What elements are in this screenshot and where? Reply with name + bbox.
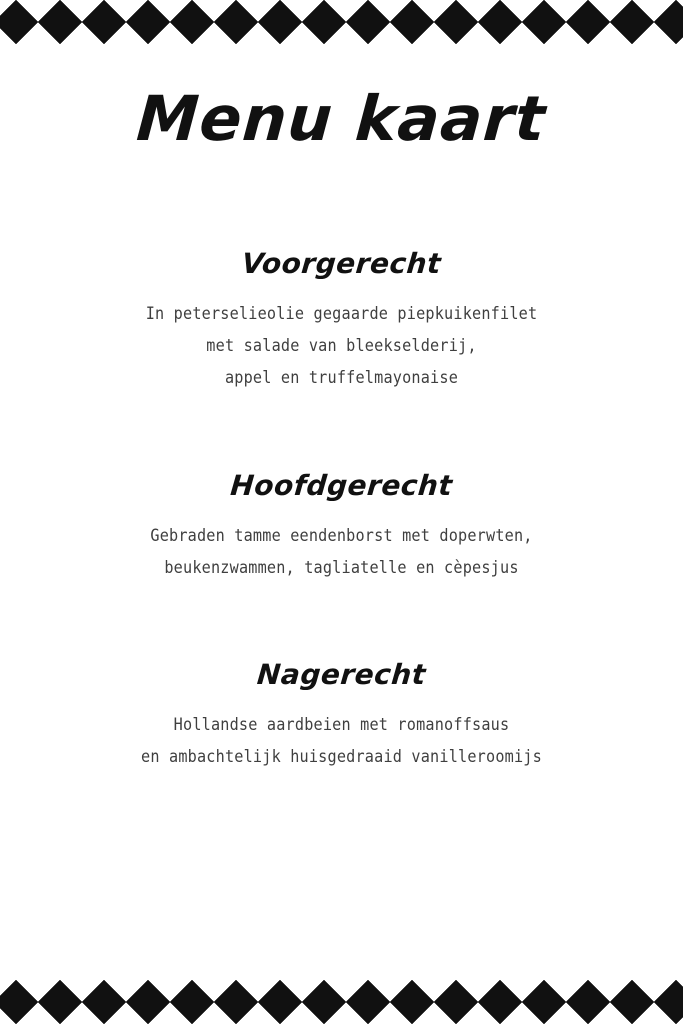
triangle-icon xyxy=(126,1002,170,1024)
triangle-icon xyxy=(214,22,258,44)
triangle-icon xyxy=(82,22,126,44)
course-line: en ambachtelijk huisgedraaid vanilleroomijs xyxy=(141,747,542,767)
triangle-icon xyxy=(346,0,390,22)
triangle-icon xyxy=(566,22,610,44)
triangle-icon xyxy=(522,0,566,22)
triangle-icon xyxy=(302,0,346,22)
course-line: met salade van bleekselderij, xyxy=(206,336,477,356)
triangle-icon xyxy=(214,1002,258,1024)
triangle-icon xyxy=(302,980,346,1002)
menu-content xyxy=(0,44,683,980)
triangle-icon xyxy=(522,22,566,44)
triangle-icon xyxy=(654,1002,683,1024)
triangle-icon xyxy=(390,0,434,22)
triangle-icon xyxy=(82,0,126,22)
triangle-icon xyxy=(214,980,258,1002)
triangle-icon xyxy=(390,1002,434,1024)
bottom-decorative-band xyxy=(0,980,683,1024)
triangle-icon xyxy=(522,1002,566,1024)
triangle-icon xyxy=(170,1002,214,1024)
course-section-nagerecht xyxy=(40,658,643,773)
triangle-icon xyxy=(654,0,683,22)
triangle-icon xyxy=(566,1002,610,1024)
triangle-icon xyxy=(610,22,654,44)
triangle-icon xyxy=(170,980,214,1002)
triangle-icon xyxy=(258,1002,302,1024)
triangle-icon xyxy=(126,22,170,44)
triangle-icon xyxy=(346,1002,390,1024)
triangle-icon xyxy=(654,22,683,44)
triangle-icon xyxy=(38,22,82,44)
triangle-row-top-lower xyxy=(0,22,683,44)
course-line: Gebraden tamme eendenborst met doperwten, xyxy=(150,525,533,545)
triangle-icon xyxy=(390,22,434,44)
triangle-row-bottom-lower xyxy=(0,1002,683,1024)
course-section-voorgerecht xyxy=(40,247,643,395)
course-title: Voorgerecht xyxy=(240,247,443,281)
top-decorative-band xyxy=(0,0,683,44)
triangle-icon xyxy=(0,0,38,22)
triangle-row-bottom-upper xyxy=(0,980,683,1002)
triangle-icon xyxy=(434,980,478,1002)
triangle-icon xyxy=(522,980,566,1002)
triangle-icon xyxy=(126,0,170,22)
course-line: beukenzwammen, tagliatelle en cèpesjus xyxy=(164,557,519,577)
triangle-icon xyxy=(346,22,390,44)
course-description xyxy=(40,709,643,773)
triangle-icon xyxy=(566,980,610,1002)
triangle-icon xyxy=(170,0,214,22)
triangle-icon xyxy=(302,22,346,44)
triangle-icon xyxy=(610,980,654,1002)
triangle-icon xyxy=(654,980,683,1002)
course-title: Hoofdgerecht xyxy=(229,468,454,502)
triangle-icon xyxy=(566,0,610,22)
course-line: appel en truffelmayonaise xyxy=(224,368,459,388)
triangle-icon xyxy=(610,0,654,22)
triangle-icon xyxy=(434,22,478,44)
triangle-icon xyxy=(82,980,126,1002)
page-title: Menu kaart xyxy=(134,82,549,155)
triangle-icon xyxy=(478,0,522,22)
triangle-icon xyxy=(434,1002,478,1024)
triangle-icon xyxy=(38,0,82,22)
triangle-icon xyxy=(38,1002,82,1024)
triangle-icon xyxy=(302,1002,346,1024)
triangle-icon xyxy=(478,980,522,1002)
triangle-icon xyxy=(610,1002,654,1024)
triangle-icon xyxy=(258,980,302,1002)
triangle-icon xyxy=(434,0,478,22)
triangle-icon xyxy=(126,980,170,1002)
triangle-icon xyxy=(0,1002,38,1024)
course-line: In peterselieolie gegaarde piepkuikenfilet xyxy=(145,304,538,324)
triangle-icon xyxy=(82,1002,126,1024)
triangle-icon xyxy=(170,22,214,44)
triangle-icon xyxy=(258,22,302,44)
triangle-icon xyxy=(390,980,434,1002)
triangle-icon xyxy=(258,0,302,22)
triangle-icon xyxy=(478,1002,522,1024)
triangle-icon xyxy=(214,0,258,22)
course-description xyxy=(40,298,643,395)
course-list xyxy=(40,247,643,773)
triangle-icon xyxy=(478,22,522,44)
course-line: Hollandse aardbeien met romanoffsaus xyxy=(173,714,510,734)
triangle-icon xyxy=(38,980,82,1002)
triangle-icon xyxy=(346,980,390,1002)
course-title: Nagerecht xyxy=(255,657,428,691)
triangle-icon xyxy=(0,22,38,44)
triangle-icon xyxy=(0,980,38,1002)
triangle-row-top-upper xyxy=(0,0,683,22)
course-section-hoofdgerecht xyxy=(40,469,643,584)
course-description xyxy=(40,520,643,584)
